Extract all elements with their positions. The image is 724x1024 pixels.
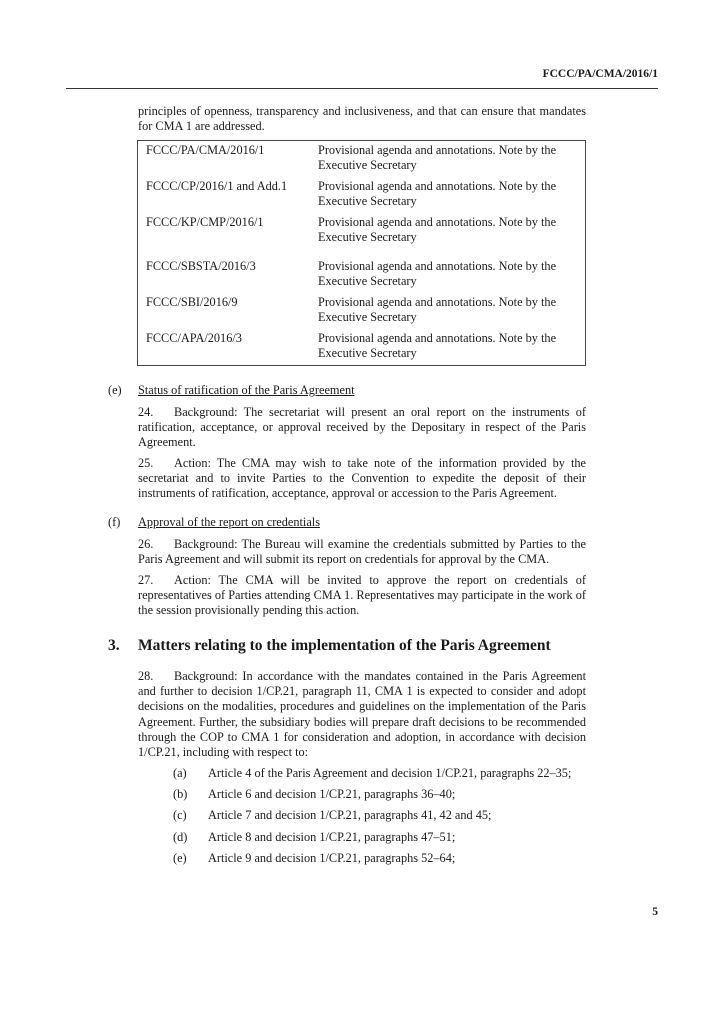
paragraph-number: 24.	[138, 405, 154, 419]
paragraph-text: Background: The Bureau will examine the credentials submitted by Parties to the Paris Agreement and will submit its report on credentials for approval by the CMA.	[138, 537, 586, 567]
paragraph-number: 27.	[138, 573, 154, 587]
paragraph-27	[138, 573, 586, 619]
paragraph-number: 26.	[138, 537, 154, 551]
list-item-label: (d)	[173, 830, 188, 844]
document-title: Provisional agenda and annotations. Note by the Executive Secretary	[318, 215, 557, 245]
subsection-f-label: (f)	[108, 515, 121, 529]
paragraph-text: Background: The secretariat will present an oral report on the instruments of ratification, acceptance, or approval received by the Depositary in respect of the Paris Agreement.	[138, 405, 586, 450]
document-symbol: FCCC/SBSTA/2016/3	[146, 259, 256, 273]
document-symbol: FCCC/APA/2016/3	[146, 331, 242, 345]
list-item: Article 4 of the Paris Agreement and decision 1/CP.21, paragraphs 22–35;	[208, 766, 572, 780]
paragraph-28	[138, 669, 586, 760]
document-symbol: FCCC/KP/CMP/2016/1	[146, 215, 264, 229]
section-title: Matters relating to the implementation of the Paris Agreement	[138, 637, 551, 654]
list-item: Article 7 and decision 1/CP.21, paragraphs 41, 42 and 45;	[208, 808, 492, 822]
subsection-e-label: (e)	[108, 383, 122, 397]
list-item-label: (c)	[173, 808, 187, 822]
paragraph-text: Action: The CMA may wish to take note of the information provided by the secretariat and to invite Parties to the Convention to expedite the deposit of their instruments of ratification, acceptance, approval or accession to the Paris Agreement.	[138, 456, 586, 501]
document-symbol: FCCC/PA/CMA/2016/1	[146, 143, 265, 157]
document-title: Provisional agenda and annotations. Note by the Executive Secretary	[318, 331, 557, 361]
page-number: 5	[652, 906, 658, 918]
document-title: Provisional agenda and annotations. Note by the Executive Secretary	[318, 259, 557, 289]
header-rule	[66, 88, 658, 89]
list-item: Article 9 and decision 1/CP.21, paragraphs 52–64;	[208, 851, 456, 865]
list-item-label: (e)	[173, 851, 187, 865]
document-title: Provisional agenda and annotations. Note by the Executive Secretary	[318, 295, 557, 325]
paragraph-number: 25.	[138, 456, 154, 470]
paragraph-24	[138, 405, 586, 451]
list-item: Article 8 and decision 1/CP.21, paragraphs 47–51;	[208, 830, 456, 844]
documents-table	[137, 140, 586, 366]
document-code: FCCC/PA/CMA/2016/1	[542, 68, 658, 80]
list-item-label: (b)	[173, 787, 188, 801]
document-title: Provisional agenda and annotations. Note by the Executive Secretary	[318, 143, 557, 173]
document-symbol: FCCC/SBI/2016/9	[146, 295, 238, 309]
list-item: Article 6 and decision 1/CP.21, paragraphs 36–40;	[208, 787, 456, 801]
paragraph-number: 28.	[138, 669, 154, 683]
paragraph-text: Background: In accordance with the mandates contained in the Paris Agreement and further to decision 1/CP.21, paragraph 11, CMA 1 is expected to consider and adopt decisions on the modalities, procedures and guidelines on the implementation of the Paris Agreement. Further, the subsidiary bodies will prepare draft decisions to be recommended through the COP to CMA 1 for consideration and adoption, in accordance with decision 1/CP.21, including with respect to:	[138, 669, 586, 760]
list-item-label: (a)	[173, 766, 187, 780]
section-number: 3.	[108, 637, 120, 654]
subsection-f-title: Approval of the report on credentials	[138, 515, 320, 529]
paragraph-text: Action: The CMA will be invited to approve the report on credentials of representatives of Parties attending CMA 1. Representatives may participate in the work of the session provisionally pending this action.	[138, 573, 586, 618]
document-symbol: FCCC/CP/2016/1 and Add.1	[146, 179, 288, 193]
document-title: Provisional agenda and annotations. Note by the Executive Secretary	[318, 179, 557, 209]
paragraph-25	[138, 456, 586, 502]
paragraph-26	[138, 537, 586, 567]
intro-paragraph: principles of openness, transparency and inclusiveness, and that can ensure that mandates for CMA 1 are addressed.	[138, 104, 586, 134]
subsection-e-title: Status of ratification of the Paris Agreement	[138, 383, 355, 397]
